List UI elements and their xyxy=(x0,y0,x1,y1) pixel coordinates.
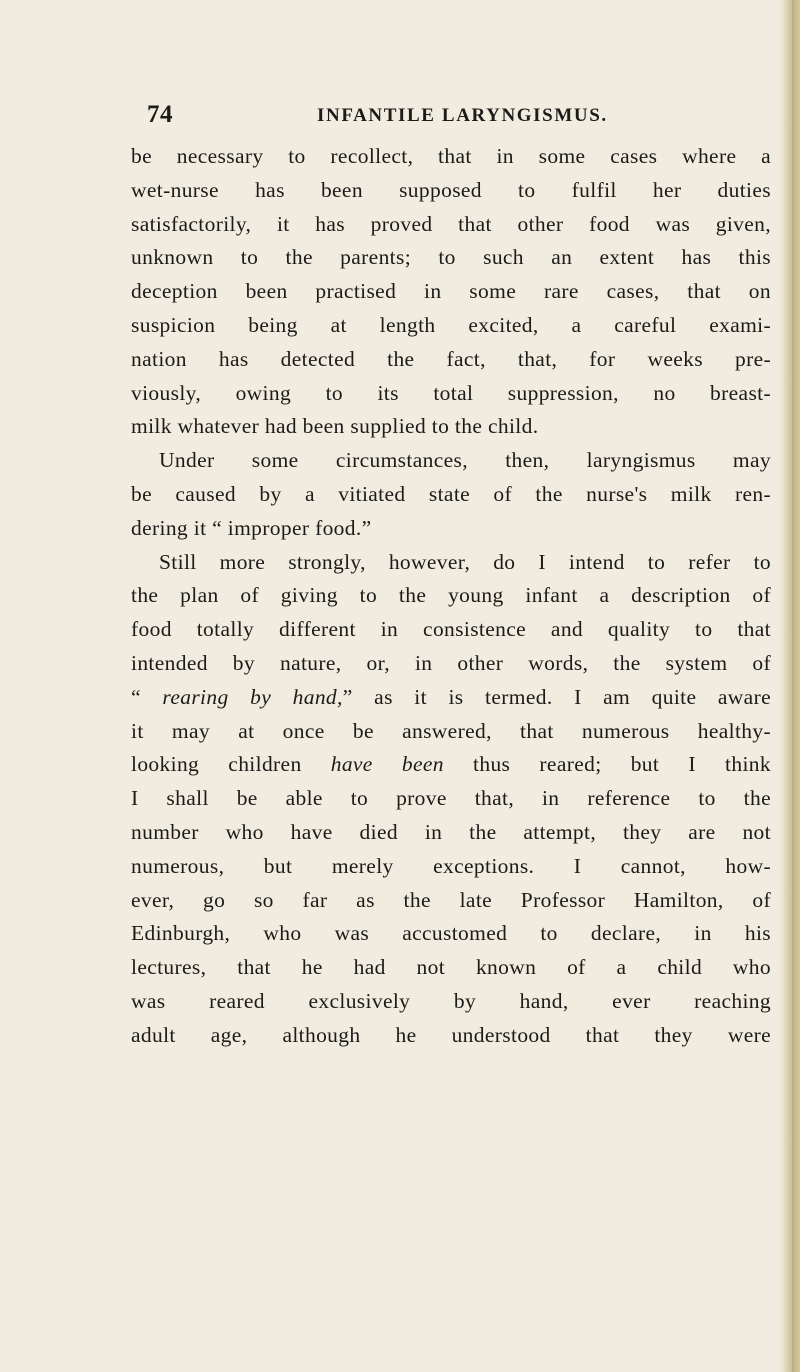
text-line-with-italic xyxy=(131,681,771,715)
line-remainder: thus reared; but I think xyxy=(443,752,772,777)
page-number: 74 xyxy=(147,101,173,128)
text-line: viously, owing to its total suppression, no breast- xyxy=(131,380,771,405)
page-gutter-shadow xyxy=(778,0,800,1372)
paragraph-end-line: dering it “ improper food.” xyxy=(131,515,372,540)
text-line: be necessary to recollect, that in some cases where a xyxy=(131,144,771,168)
text-line: was reared exclusively by hand, ever reaching xyxy=(131,988,771,1013)
text-line: the plan of giving to the young infant a description of xyxy=(131,583,771,608)
paragraph-start-line: Under some circumstances, then, laryngismus may xyxy=(159,448,771,473)
text-line: be caused by a vitiated state of the nurse's milk ren- xyxy=(131,481,771,506)
text-line: food totally different in consistence and quality to that xyxy=(131,617,771,642)
text-line: unknown to the parents; to such an extent has this xyxy=(131,245,771,270)
text-line: it may at once be answered, that numerous healthy- xyxy=(131,718,771,743)
page-edge xyxy=(792,0,794,1372)
line-start: looking children xyxy=(131,752,331,777)
italic-phrase: rearing by hand, xyxy=(162,684,343,709)
text-line: number who have died in the attempt, they are not xyxy=(131,819,771,844)
text-line: ever, go so far as the late Professor Hamilton, of xyxy=(131,887,771,912)
text-line: deception been practised in some rare cases, that on xyxy=(131,279,771,304)
text-line-with-italic xyxy=(131,748,771,782)
text-line: nation has detected the fact, that, for weeks pre- xyxy=(131,346,771,371)
text-line: suspicion being at length excited, a careful exami- xyxy=(131,312,771,337)
text-line: Edinburgh, who was accustomed to declare, in his xyxy=(131,921,771,946)
running-title: INFANTILE LARYNGISMUS. xyxy=(317,105,608,126)
paragraph-end-line: milk whatever had been supplied to the child. xyxy=(131,414,539,439)
text-line: adult age, although he understood that they were xyxy=(131,1022,771,1047)
text-line: I shall be able to prove that, in reference to the xyxy=(131,786,771,811)
text-line: intended by nature, or, in other words, the system of xyxy=(131,650,771,675)
italic-phrase: have been xyxy=(330,752,444,777)
body-text xyxy=(131,140,771,1053)
open-quote: “ xyxy=(131,684,163,709)
text-line: lectures, that he had not known of a child who xyxy=(131,955,771,980)
running-head xyxy=(147,101,777,135)
line-remainder: ” as it is termed. I am quite aware xyxy=(342,684,771,709)
text-line: numerous, but merely exceptions. I cannot, how- xyxy=(131,853,771,878)
text-line: wet-nurse has been supposed to fulfil her duties xyxy=(131,177,771,202)
paragraph-start-line: Still more strongly, however, do I intend to refer to xyxy=(159,549,771,574)
text-line: satisfactorily, it has proved that other food was given, xyxy=(131,211,771,236)
